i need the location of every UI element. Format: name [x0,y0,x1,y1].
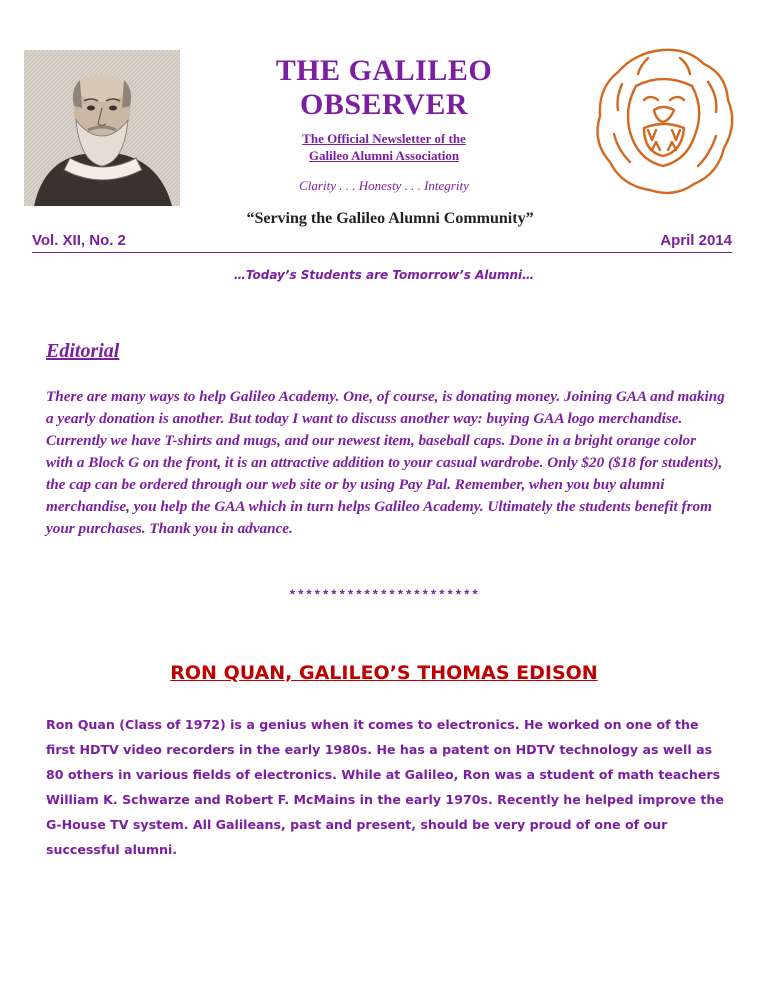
issue-volume: Vol. XII, No. 2 [32,232,126,249]
newsletter-title [200,54,568,122]
issue-date: April 2014 [660,232,732,249]
galileo-portrait-icon [24,50,180,206]
title-line-1: THE GALILEO [275,54,493,87]
title-line-2: OBSERVER [300,88,468,121]
newsletter-motto: Clarity . . . Honesty . . . Integrity [299,178,469,193]
editorial-heading: Editorial [46,340,120,362]
tagline: …Today’s Students are Tomorrow’s Alumni… [233,268,535,282]
lion-logo-icon [588,44,738,200]
masthead [200,54,568,194]
editorial-body: There are many ways to help Galileo Academy. One, of course, is donating money. Joining GAA and making a yearly donation is another. But today I want to discuss another way: buying GAA logo merchandise. Currently we have T-shirts and mugs, and our newest item, baseball caps. Done in a bright orange color with a Block G on the front, it is an attractive addition to your casual wardrobe. Only $20 ($18 for students), the cap can be ordered through our web site or by using Pay Pal. Remember, when you buy alumni merchandise, you help the GAA which in turn helps Galileo Academy. Ultimately the students benefit from your purchases. Thank you in advance. [46,388,725,537]
newsletter-subtitle [200,130,568,164]
subtitle-line-2: Galileo Alumni Association [308,148,460,163]
issue-rule [32,232,732,253]
article-heading: RON QUAN, GALILEO’S THOMAS EDISON [170,662,598,684]
section-separator: *********************** [288,588,480,603]
serving-slogan: “Serving the Galileo Alumni Community” [246,210,534,227]
article-body: Ron Quan (Class of 1972) is a genius when it comes to electronics. He worked on one of the first HDTV video recorders in the early 1980s. He has a patent on HDTV technology as well as 80 others in various fields of electronics. While at Galileo, Ron was a student of math teachers William K. Schwarze and Robert F. McMains in the early 1970s. Recently he helped improve the G-House TV system. All Galileans, past and present, should be very proud of one of our successful alumni. [46,717,724,857]
subtitle-line-1: The Official Newsletter of the [302,131,466,146]
